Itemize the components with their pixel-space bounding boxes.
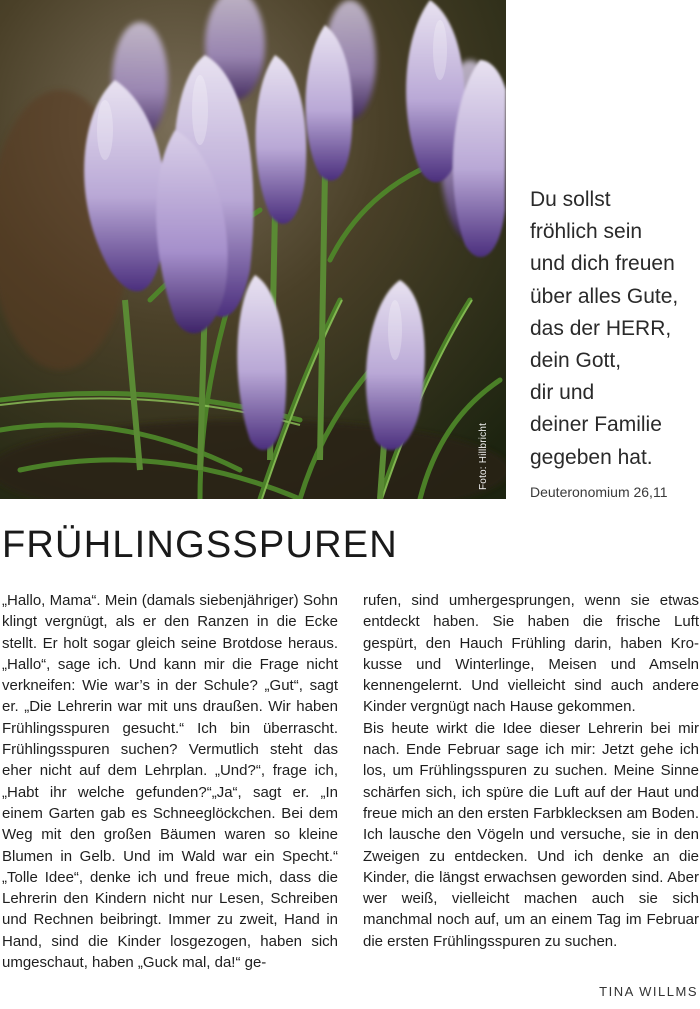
- author-name: TINA WILLMS: [599, 984, 698, 999]
- verse-reference: Deuteronomium 26,11: [530, 484, 668, 500]
- verse-line: dir und: [530, 381, 595, 405]
- crocus-photo: [0, 0, 506, 499]
- verse-line: und dich freuen: [530, 252, 675, 276]
- verse-line: fröhlich sein: [530, 220, 643, 244]
- article-paragraph: rufen, sind umhergesprungen, wenn sie etwas entdeckt haben. Sie haben die frische Luft gespürt, den Hauch Frühling darin, haben Krokusse und Winterlinge, Meisen und Amseln kennengelernt. Und vielleicht sind auch andere Kinder vergnügt nach Hause gekommen.: [363, 592, 699, 716]
- photo-credit: Foto: Hillbricht: [478, 422, 489, 490]
- article-paragraph: „Hallo, Mama“. Mein (damals siebenjähriger) Sohn klingt vergnügt, als er den Ranzen in die Ecke stellt. Er holt sogar gleich seine Brotdose heraus. „Hallo“, sage ich. Und kann mir die Frage nicht verkneifen: Wie war’s in der Schule? „Gut“, sagt er. „Die Lehrerin war mit uns draußen. Wir haben Frühlingsspuren gesucht.“ Ich bin überrascht. Frühlingsspuren suchen? Vermutlich steht das eher nicht auf dem Lehrplan. „Und?“, frage ich, „Habt ihr welche gefunden?“„Ja“, sagt er. „In einem Garten gab es Schneeglöckchen. Bei dem Weg mit den großen Bäumen waren so kleine Blumen in Gelb. Und im Wald war ein Specht.“ „Tolle Idee“, denke ich und freue mich, dass die Lehrerin den Kindern nicht nur Lesen, Schreiben und Rechnen beibringt. Immer zu zweit, Hand in Hand, sind die Kinder losgezogen, haben sich umgeschaut, haben „Guck mal, da!“ ge-: [2, 592, 338, 972]
- verse-line: dein Gott,: [530, 349, 622, 373]
- article-title: FRÜHLINGSSPUREN: [2, 524, 398, 566]
- article-column-right: [363, 590, 699, 952]
- verse-line: Du sollst: [530, 188, 611, 211]
- article-paragraph: Bis heute wirkt die Idee dieser Lehrerin bei mir nach. Ende Februar sage ich mir: Jetzt gehe ich los, um Frühlingsspuren zu suchen. Meine Sinne schärfen sich, ich spüre die Luft auf der Haut und freue mich an den ersten Farbklecksen am Boden. Ich lausche den Vögeln und versuche, sie in den Zweigen zu entdecken. Und ich denke an die Kinder, die längst erwachsen geworden sind. Aber wer weiß, vielleicht machen auch sie sich manchmal noch auf, um an einem Tag im Februar die ersten Frühlingsspuren zu suchen.: [363, 719, 700, 950]
- bible-verse: [530, 184, 698, 474]
- crocus-illustration: [0, 0, 506, 499]
- verse-line: gegeben hat.: [530, 445, 653, 469]
- verse-line: über alles Gute,: [530, 284, 679, 308]
- verse-line: deiner Familie: [530, 413, 662, 437]
- verse-line: das der HERR,: [530, 316, 672, 340]
- article-column-left: [2, 590, 338, 973]
